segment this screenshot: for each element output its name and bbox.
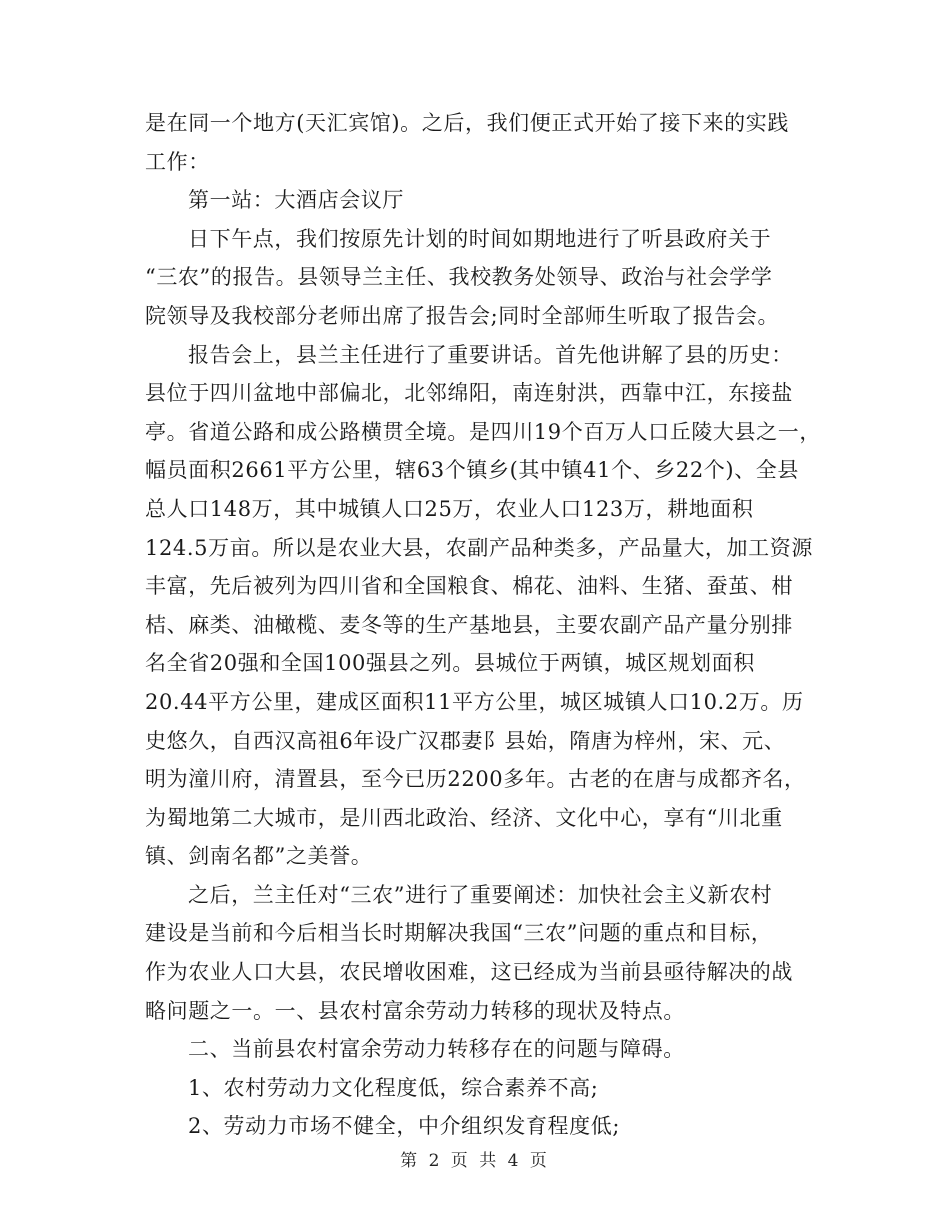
text-line: 日下午点，我们按原先计划的时间如期地进行了听县政府关于 bbox=[188, 226, 772, 251]
text-line: 明为潼川府，清置县，至今已历2200多年。古老的在唐与成都齐名， bbox=[145, 767, 806, 792]
text-line: 幅员面积2661平方公里，辖63个镇乡(其中镇41个、乡22个)、全县 bbox=[145, 458, 799, 483]
text-line: 略问题之一。一、县农村富余劳动力转移的现状及特点。 bbox=[145, 998, 685, 1023]
text-line: “三农”的报告。县领导兰主任、我校教务处领导、政治与社会学学 bbox=[145, 265, 773, 290]
text-line: 院领导及我校部分老师出席了报告会;同时全部师生听取了报告会。 bbox=[145, 303, 780, 328]
text-line: 作为农业人口大县，农民增收困难，这已经成为当前县亟待解决的战 bbox=[145, 960, 793, 985]
text-line: 丰富，先后被列为四川省和全国粮食、棉花、油料、生猪、蚕茧、柑 bbox=[145, 574, 793, 599]
text-line: 亭。省道公路和成公路横贯全境。是四川19个百万人口丘陵大县之一， bbox=[145, 419, 821, 444]
document-body bbox=[145, 104, 821, 1146]
text-line: 20.44平方公里，建成区面积11平方公里，城区城镇人口10.2万。历 bbox=[145, 689, 804, 714]
text-line: 桔、麻类、油橄榄、麦冬等的生产基地县，主要农副产品产量分别排 bbox=[145, 612, 793, 637]
text-line: 为蜀地第二大城市，是川西北政治、经济、文化中心，享有“川北重 bbox=[145, 805, 783, 830]
text-line: 报告会上，县兰主任进行了重要讲话。首先他讲解了县的历史： bbox=[188, 342, 793, 367]
text-line: 建设是当前和今后相当长时期解决我国“三农”问题的重点和目标， bbox=[145, 921, 773, 946]
text-line: 124.5万亩。所以是农业大县，农副产品种类多，产品量大，加工资源 bbox=[145, 535, 813, 560]
text-line: 镇、剑南名都”之美誉。 bbox=[145, 844, 373, 869]
text-line: 是在同一个地方(天汇宾馆)。之后，我们便正式开始了接下来的实践 bbox=[145, 111, 789, 135]
text-line: 1、农村劳动力文化程度低，综合素养不高; bbox=[188, 1075, 599, 1100]
text-line: 2、劳动力市场不健全，中介组织发育程度低; bbox=[188, 1114, 621, 1139]
text-line: 史悠久，自西汉高祖6年设广汉郡妻阝县始，隋唐为梓州，宋、元、 bbox=[145, 728, 786, 753]
text-line: 县位于四川盆地中部偏北，北邻绵阳，南连射洪，西靠中江，东接盐 bbox=[145, 381, 793, 406]
text-line: 名全省20强和全国100强县之列。县城位于两镇，城区规划面积 bbox=[145, 651, 755, 676]
text-line: 工作： bbox=[145, 149, 210, 174]
text-line: 二、当前县农村富余劳动力转移存在的问题与障碍。 bbox=[188, 1037, 685, 1062]
text-line: 之后，兰主任对“三农”进行了重要阐述：加快社会主义新农村 bbox=[188, 882, 773, 907]
text-line: 第一站：大酒店会议厅 bbox=[188, 188, 404, 213]
text-line: 总人口148万，其中城镇人口25万，农业人口123万，耕地面积 bbox=[145, 496, 754, 521]
page-footer: 第 2 页 共 4 页 bbox=[400, 1151, 550, 1171]
